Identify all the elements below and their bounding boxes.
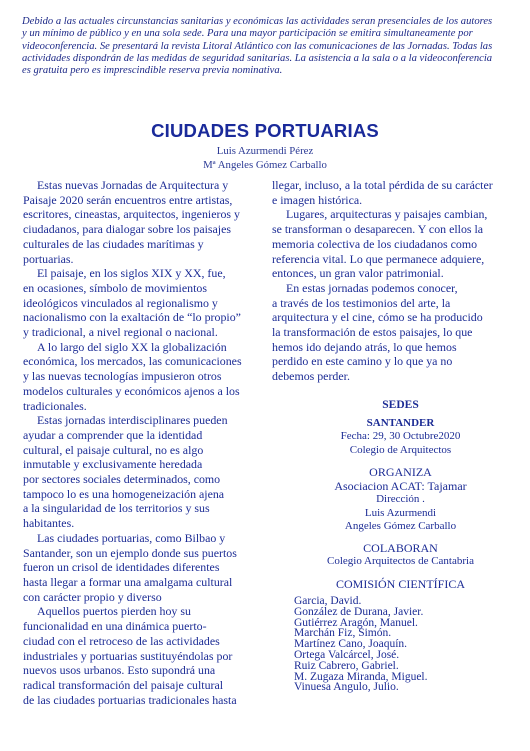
comision-members — [272, 596, 515, 693]
intro-notice — [22, 16, 518, 77]
body-text-line: Aquellos puertos pierden hoy su — [37, 604, 191, 619]
body-text-line: se transforman o desaparecen. Y con ellos la — [272, 222, 484, 237]
comision-member: M. Zugaza Miranda, Miguel. — [294, 670, 428, 683]
body-text-line: fueron un crisol de identidades diferentes — [23, 560, 220, 575]
left-column-text — [23, 178, 255, 707]
body-text-line: llegar, incluso, a la total pérdida de su carácter — [272, 178, 493, 192]
body-text-line: En estas jornadas podemos conocer, — [286, 280, 458, 295]
comision-member: Gutiérrez Aragón, Manuel. — [294, 616, 418, 629]
intro-line: actividades dispondrán de las medidas de seguridad sanitarias. La asistencia a la sala o a la videoconferencia — [22, 52, 493, 64]
sedes-venue: Colegio de Arquitectos — [349, 443, 452, 456]
body-text-line: Las ciudades portuarias, como Bilbao y — [37, 530, 226, 545]
body-text-line: habitantes. — [23, 516, 75, 531]
body-text-line: modelos culturales y económicos ajenos a los — [23, 383, 240, 398]
organiza-heading: ORGANIZA — [369, 465, 432, 480]
document-title: CIUDADES PORTUARIAS — [151, 120, 379, 141]
colaboran-line: Colegio Arquitectos de Cantabria — [327, 555, 474, 568]
body-text-line: cultural, el paisaje cultural, no es algo — [23, 442, 204, 457]
body-text-line: nuevos usos urbanos. Esto supondrá una — [23, 663, 216, 678]
body-text-line: de las ciudades portuarias tradicionales hasta — [23, 692, 237, 707]
body-text-line: ciudadanos, para dialogar sobre los paisajes — [23, 222, 232, 237]
intro-line: es gratuita pero es imprescindible reserva previa nominativa. — [22, 65, 283, 77]
sedes-date: Fecha: 29, 30 Octubre2020 — [340, 430, 461, 443]
body-text-line: Lugares, arquitecturas y paisajes cambian, — [286, 207, 488, 222]
organiza-line: Luis Azurmendi — [364, 506, 437, 519]
body-text-line: ciudad con el retroceso de las actividades — [23, 633, 220, 648]
body-text-line: ayudar a comprender que la identidad — [23, 427, 203, 442]
body-text-line: por sectores sociales determinados, como — [23, 472, 221, 487]
body-text-line: entonces, un gran valor patrimonial. — [272, 266, 444, 281]
sedes-section — [272, 398, 515, 457]
body-text-line: industriales y portuarias sustituyéndolas por — [23, 648, 233, 663]
body-text-line: nacionalismo con la exaltación de “lo propio” — [23, 310, 241, 325]
body-text-line: y las nuevas tecnologías impusieron otros — [23, 369, 222, 384]
body-text-line: tampoco lo es una homogeneización ajena — [23, 486, 225, 501]
intro-line: y un mínimo de público y en una sola sede. Para una mayor participación se emitira simultaneamente por — [22, 28, 473, 40]
body-text-line: escritores, cineastas, arquitectos, ingenieros y — [23, 207, 240, 222]
intro-line: Debido a las actuales circunstancias sanitarias y económicas las actividades seran presenciales de los autores — [22, 16, 493, 27]
colaboran-heading: COLABORAN — [363, 540, 438, 555]
comision-member: Vinuesa Angulo, Julio. — [294, 681, 399, 694]
body-text-line: portuarias. — [23, 251, 74, 266]
body-text-line: radical transformación del paisaje cultural — [23, 677, 224, 692]
comision-member: Ruiz Cabrero, Gabriel. — [294, 659, 399, 672]
organiza-line: Dirección . — [376, 493, 425, 506]
body-text-line: a través de los testimonios del arte, la — [272, 295, 451, 310]
author-name: Luis Azurmendi Pérez — [216, 145, 314, 157]
body-text-line: Paisaje 2020 serán encuentros entre artistas, — [23, 192, 233, 207]
author-name: Mª Angeles Gómez Carballo — [203, 159, 327, 171]
body-text-line: la transformación de estos paisajes, lo que — [272, 325, 473, 340]
organiza-line: Asociacion ACAT: Tajamar — [334, 478, 467, 493]
right-column — [272, 178, 515, 693]
body-text-line: memoria colectiva de los ciudadanos como — [272, 236, 478, 251]
sedes-heading: SEDES — [382, 398, 419, 411]
intro-line: videoconferencia. Se presentará la revista Litoral Atlántico con las comunicaciones de las Jornadas. Todas las — [22, 40, 493, 52]
body-text-line: funcionalidad en una dinámica puerto- — [23, 619, 207, 634]
body-text-line: Estas jornadas interdisciplinares pueden — [37, 413, 228, 428]
body-text-line: hasta llegar a formar una amalgama cultural — [23, 574, 233, 589]
body-text-line: en ocasiones, símbolo de movimientos — [23, 280, 207, 295]
comision-heading: COMISIÓN CIENTÍFICA — [336, 576, 465, 591]
body-text-line: culturales de las ciudades marítimas y — [23, 236, 204, 251]
body-text-line: hemos ido dejando atrás, lo que hemos — [272, 339, 457, 354]
body-text-line: El paisaje, en los siglos XIX y XX, fue, — [37, 266, 226, 281]
body-text-line: referencia vital. Lo que permanece adquiere, — [272, 251, 485, 266]
body-text-line: debemos perder. — [272, 369, 350, 384]
comision-section — [272, 578, 515, 592]
comision-member: Marchán Fiz, Simón. — [294, 627, 392, 640]
body-text-line: y tradicional, a nivel regional o nacional. — [23, 325, 218, 340]
body-text-line: arquitectura y el cine, cómo se ha producido — [272, 310, 483, 325]
body-text-line: A lo largo del siglo XX la globalización — [37, 339, 227, 354]
body-text-line: Santander, son un ejemplo donde sus puertos — [23, 545, 237, 560]
organiza-section — [272, 466, 515, 534]
sedes-city: SANTANDER — [366, 416, 435, 429]
body-text-line: ideológicos vinculados al regionalismo y — [23, 295, 218, 310]
organiza-line: Angeles Gómez Carballo — [344, 520, 457, 533]
comision-member: González de Durana, Javier. — [294, 605, 424, 618]
comision-member: Garcia, David. — [294, 595, 362, 608]
body-text-line: tradicionales. — [23, 398, 87, 413]
right-column-text — [272, 178, 515, 384]
comision-member: Martínez Cano, Joaquín. — [294, 638, 408, 651]
body-text-line: económica, los mercados, las comunicaciones — [23, 354, 242, 369]
body-text-line: inmutable y exclusivamente heredada — [23, 457, 203, 472]
comision-member: Ortega Valcárcel, José. — [294, 649, 400, 662]
colaboran-section — [272, 542, 515, 569]
body-text-line: a la singularidad de los territorios y sus — [23, 501, 210, 516]
body-text-line: e imagen histórica. — [272, 192, 363, 207]
body-text-line: Estas nuevas Jornadas de Arquitectura y — [37, 178, 229, 192]
body-text-line: con carácter propio y diverso — [23, 589, 162, 604]
body-text-line: perdido en este camino y lo que ya no — [272, 354, 453, 369]
